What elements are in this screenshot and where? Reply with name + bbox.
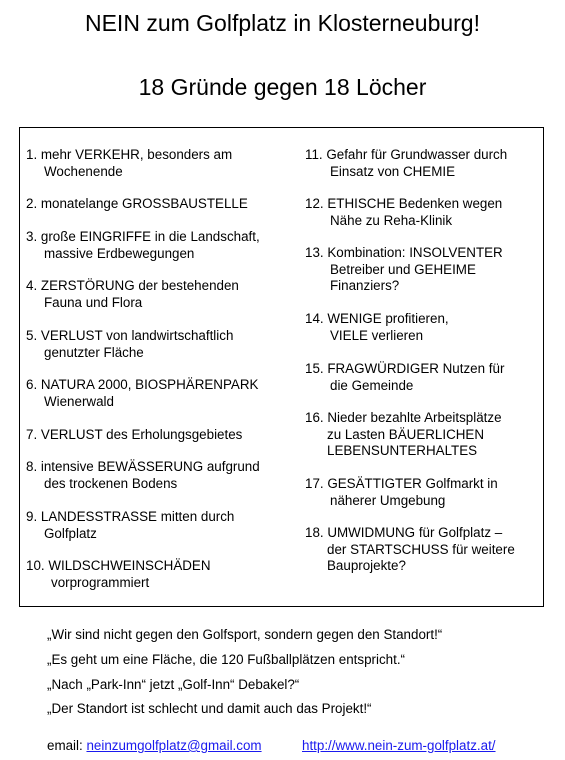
reason-item-7 xyxy=(26,427,242,444)
reason-line: 11. Gefahr für Grundwasser durch xyxy=(305,147,508,162)
reason-line: 12. ETHISCHE Bedenken wegen xyxy=(305,196,503,211)
reason-continuation: Bauprojekte? xyxy=(327,558,406,573)
reason-line: 10. WILDSCHWEINSCHÄDEN xyxy=(26,558,211,573)
quote-2: „Es geht um eine Fläche, die 120 Fußballplätzen entspricht.“ xyxy=(47,652,406,667)
reason-line: 18. UMWIDMUNG für Golfplatz – xyxy=(305,525,503,540)
reason-continuation: genutzter Fläche xyxy=(44,344,144,360)
reason-line: 6. NATURA 2000, BIOSPHÄRENPARK xyxy=(26,377,259,392)
reason-line: 2. monatelange GROSSBAUSTELLE xyxy=(26,196,248,211)
reason-item-13 xyxy=(305,245,503,295)
email-link[interactable]: neinzumgolfplatz@gmail.com xyxy=(86,738,262,753)
page-title: NEIN zum Golfplatz in Klosterneuburg! xyxy=(84,10,480,36)
reason-line: 5. VERLUST von landwirtschaftlich xyxy=(26,328,234,343)
reason-continuation: massive Erdbewegungen xyxy=(44,245,195,261)
quote-1: „Wir sind nicht gegen den Golfsport, sondern gegen den Standort!“ xyxy=(47,627,443,642)
reason-line: 1. mehr VERKEHR, besonders am xyxy=(26,147,233,162)
reason-item-10 xyxy=(26,558,211,591)
reason-item-9 xyxy=(26,509,234,542)
website-link[interactable]: http://www.nein-zum-golfplatz.at/ xyxy=(302,738,496,753)
reason-line: 14. WENIGE profitieren, xyxy=(305,311,449,326)
reason-item-6 xyxy=(26,377,258,410)
reason-line: 3. große EINGRIFFE in die Landschaft, xyxy=(26,229,260,244)
quote-3: „Nach „Park-Inn“ jetzt „Golf-Inn“ Debakel?“ xyxy=(47,677,300,692)
reason-continuation: Nähe zu Reha-Klinik xyxy=(330,212,453,228)
reason-line: 4. ZERSTÖRUNG der bestehenden xyxy=(26,278,239,293)
reason-item-17 xyxy=(305,476,498,509)
reason-continuation: des trockenen Bodens xyxy=(44,475,178,491)
reasons-box xyxy=(19,127,544,607)
reason-continuation: Betreiber und GEHEIME xyxy=(330,261,476,277)
reason-line: 13. Kombination: INSOLVENTER xyxy=(305,245,503,260)
reason-continuation: LEBENSUNTERHALTES xyxy=(327,443,478,458)
reason-continuation: vorprogrammiert xyxy=(51,574,150,590)
reason-continuation: Finanziers? xyxy=(330,278,400,293)
reason-item-11 xyxy=(305,147,507,180)
reason-line: 17. GESÄTTIGTER Golfmarkt in xyxy=(305,476,498,491)
reason-item-16 xyxy=(305,410,502,460)
reason-continuation: der STARTSCHUSS für weitere xyxy=(327,541,515,557)
reason-item-1 xyxy=(26,147,232,180)
reason-continuation: Wochenende xyxy=(44,163,123,179)
reason-item-12 xyxy=(305,196,502,229)
reason-line: 9. LANDESSTRASSE mitten durch xyxy=(26,509,235,524)
reason-continuation: die Gemeinde xyxy=(330,377,414,393)
reason-continuation: Wienerwald xyxy=(44,393,114,409)
reason-item-2 xyxy=(26,196,248,213)
reason-item-5 xyxy=(26,328,233,361)
reason-continuation: näherer Umgebung xyxy=(330,492,446,508)
reason-item-18 xyxy=(305,525,515,575)
page-subtitle: 18 Gründe gegen 18 Löcher xyxy=(138,74,427,100)
reason-continuation: Fauna und Flora xyxy=(44,294,143,310)
email-label: email: xyxy=(47,738,83,753)
reason-item-15 xyxy=(305,361,504,394)
quote-4: „Der Standort ist schlecht und damit auch das Projekt!“ xyxy=(47,701,372,716)
reason-item-3 xyxy=(26,229,260,262)
reason-continuation: VIELE verlieren xyxy=(330,327,424,343)
reason-continuation: zu Lasten BÄUERLICHEN xyxy=(327,426,485,442)
reason-continuation: Einsatz von CHEMIE xyxy=(330,163,456,179)
reason-item-4 xyxy=(26,278,239,311)
reason-item-14 xyxy=(305,311,449,344)
reason-line: 15. FRAGWÜRDIGER Nutzen für xyxy=(305,361,505,376)
reason-line: 8. intensive BEWÄSSERUNG aufgrund xyxy=(26,459,260,474)
reason-item-8 xyxy=(26,459,260,492)
reason-line: 16. Nieder bezahlte Arbeitsplätze xyxy=(305,410,502,425)
reason-line: 7. VERLUST des Erholungsgebietes xyxy=(26,427,243,442)
email-footer xyxy=(47,738,262,754)
reason-continuation: Golfplatz xyxy=(44,525,97,541)
